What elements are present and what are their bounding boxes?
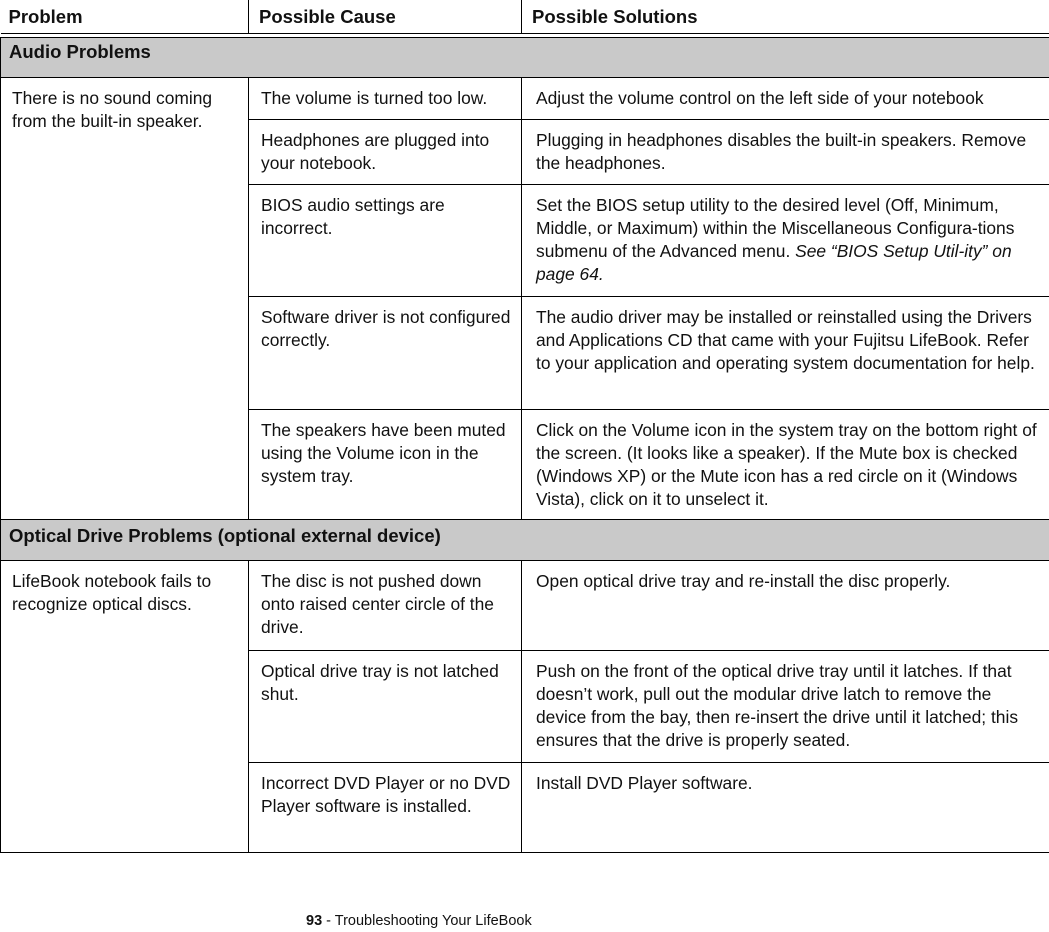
page-footer <box>306 912 532 930</box>
section-title-audio: Audio Problems <box>1 38 1049 78</box>
cause-cell: Incorrect DVD Player or no DVD Player software is installed. <box>249 763 522 853</box>
footer-separator: - <box>322 913 335 929</box>
footer-title: Troubleshooting Your LifeBook <box>334 913 532 929</box>
section-title-optical: Optical Drive Problems (optional external device) <box>1 520 1049 561</box>
table-header-row <box>1 0 1049 34</box>
cause-cell: BIOS audio settings are incorrect. <box>249 185 522 297</box>
cross-reference-link[interactable]: See “BIOS Setup Util-ity” on page 64. <box>536 241 1012 284</box>
page-number: 93 <box>306 913 323 929</box>
section-row-optical <box>1 520 1049 561</box>
table-row <box>1 561 1049 651</box>
header-cause: Possible Cause <box>249 0 522 34</box>
cause-cell: Optical drive tray is not latched shut. <box>249 651 522 763</box>
cause-cell: The disc is not pushed down onto raised center circle of the drive. <box>249 561 522 651</box>
problem-cell-optical: LifeBook notebook fails to recognize optical discs. <box>1 561 249 853</box>
solution-cell: Push on the front of the optical drive tray until it latches. If that doesn’t work, pull out the modular drive latch to remove the device from the bay, then re-insert the drive until it latched; this ensures that the drive is properly seated. <box>522 651 1049 763</box>
solution-cell: Open optical drive tray and re-install the disc properly. <box>522 561 1049 651</box>
solution-cell: Install DVD Player software. <box>522 763 1049 853</box>
cause-cell: Headphones are plugged into your notebook. <box>249 120 522 185</box>
solution-cell: Plugging in headphones disables the built-in speakers. Remove the headphones. <box>522 120 1049 185</box>
header-solutions: Possible Solutions <box>522 0 1049 34</box>
solution-cell <box>522 185 1049 297</box>
cause-cell: The volume is turned too low. <box>249 78 522 120</box>
header-problem: Problem <box>1 0 249 34</box>
solution-cell: Click on the Volume icon in the system tray on the bottom right of the screen. (It looks like a speaker). If the Mute box is checked (Windows XP) or the Mute icon has a red circle on it (Windows Vista), click on it to unselect it. <box>522 410 1049 520</box>
solution-cell: The audio driver may be installed or reinstalled using the Drivers and Applications CD that came with your Fujitsu LifeBook. Refer to your application and operating system documentation for help. <box>522 297 1049 410</box>
solution-text: Set the BIOS setup utility to the desired level (Off, Minimum, Middle, or Maximum) within the Miscellaneous Configura-tions submenu of the Advanced menu. <box>536 195 1015 261</box>
cause-cell: The speakers have been muted using the Volume icon in the system tray. <box>249 410 522 520</box>
table-row <box>1 78 1049 120</box>
cause-cell: Software driver is not configured correctly. <box>249 297 522 410</box>
solution-cell: Adjust the volume control on the left side of your notebook <box>522 78 1049 120</box>
section-row-audio <box>1 38 1049 78</box>
problem-cell-audio: There is no sound coming from the built-in speaker. <box>1 78 249 520</box>
